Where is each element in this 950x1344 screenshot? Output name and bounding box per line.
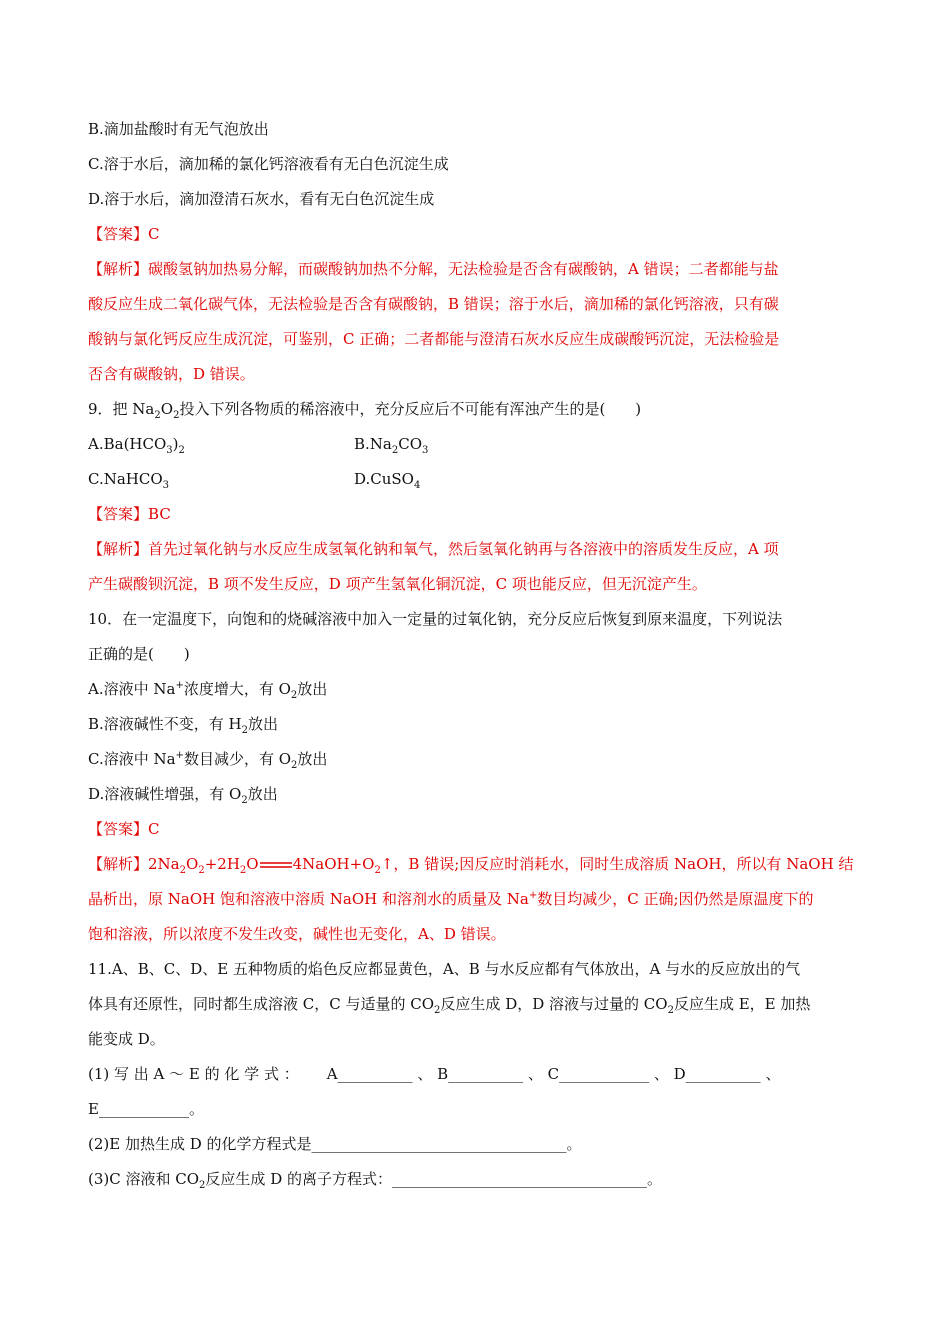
q8-explanation-line: 酸钠与氯化钙反应生成沉淀，可鉴别，C 正确；二者都能与澄清石灰水反应生成碳酸钙沉淀，无法检验是 bbox=[88, 330, 780, 348]
text: 投入下列各物质的稀溶液中，充分反应后不可能有浑浊产生的是( ) bbox=[179, 400, 642, 418]
q11-part-2[interactable]: (2)E 加热生成 D 的化学方程式是__________________________________。 bbox=[88, 1135, 582, 1153]
answer-value: C bbox=[148, 820, 160, 838]
text: A.Ba(HCO bbox=[88, 435, 167, 453]
answer-tag: 【答案】 bbox=[88, 505, 149, 523]
text: CO bbox=[398, 435, 423, 453]
q9-options-row-2 bbox=[88, 462, 864, 497]
subscript: 2 bbox=[154, 410, 161, 421]
q11-part-3[interactable] bbox=[88, 1162, 864, 1197]
q10-option-b bbox=[88, 707, 864, 742]
q10-stem: 10．在一定温度下，向饱和的烧碱溶液中加入一定量的过氧化钠，充分反应后恢复到原来温度，下列说法 bbox=[88, 610, 783, 628]
q9-explanation-line: 产生碳酸钡沉淀，B 项不发生反应，D 项产生氢氧化铜沉淀，C 项也能反应，但无沉淀产生。 bbox=[88, 575, 707, 593]
q9-option-a bbox=[88, 435, 185, 456]
text: D.溶液碱性增强，有 O bbox=[88, 785, 242, 803]
explanation-tag: 【解析】 bbox=[88, 540, 149, 558]
subscript: 3 bbox=[422, 445, 429, 456]
q8-option-d: D.溶于水后，滴加澄清石灰水，看有无白色沉淀生成 bbox=[88, 190, 435, 208]
subscript: 2 bbox=[667, 1005, 674, 1016]
subscript: 2 bbox=[374, 865, 381, 876]
q9-option-b bbox=[354, 427, 428, 462]
text: 体具有还原性，同时都生成溶液 C，C 与适量的 CO bbox=[88, 995, 435, 1013]
subscript: 2 bbox=[434, 1005, 441, 1016]
q10-option-c bbox=[88, 742, 864, 777]
text: 晶析出，原 NaOH 饱和溶液中溶质 NaOH 和溶剂水的质量及 Na bbox=[88, 890, 529, 908]
subscript: 3 bbox=[166, 445, 173, 456]
text: (3)C 溶液和 CO bbox=[88, 1170, 200, 1188]
explanation-text: 首先过氧化钠与水反应生成氢氧化钠和氧气，然后氢氧化钠再与各溶液中的溶质发生反应，A 项 bbox=[148, 540, 779, 558]
part-1-label: (1) 写 出 A ～ E 的 化 学 式 ： bbox=[88, 1065, 299, 1083]
answer-value: BC bbox=[148, 505, 171, 523]
document-page bbox=[88, 112, 864, 1197]
text: 放出 bbox=[297, 750, 328, 768]
text: 浓度增大，有 O bbox=[183, 680, 291, 698]
text: D.CuSO bbox=[354, 470, 414, 488]
explanation-tag: 【解析】 bbox=[88, 855, 149, 873]
q10-option-a bbox=[88, 672, 864, 707]
subscript: 2 bbox=[241, 725, 249, 736]
subscript: 2 bbox=[199, 1180, 206, 1191]
subscript: 2 bbox=[239, 865, 247, 876]
answer-tag: 【答案】 bbox=[88, 225, 149, 243]
subscript: 2 bbox=[391, 445, 399, 456]
q9-options-row-1 bbox=[88, 427, 864, 462]
text: 放出 bbox=[247, 785, 278, 803]
answer-value: C bbox=[148, 225, 160, 243]
text: O bbox=[186, 855, 199, 873]
text: +2H bbox=[204, 855, 240, 873]
subscript: 2 bbox=[291, 760, 298, 771]
subscript: 2 bbox=[290, 690, 298, 701]
text: B.Na bbox=[354, 435, 392, 453]
q9-answer bbox=[88, 497, 864, 532]
text: A.溶液中 Na bbox=[88, 680, 176, 698]
text: 放出 bbox=[248, 715, 279, 733]
text: 9．把 Na bbox=[88, 400, 155, 418]
explanation-tag: 【解析】 bbox=[88, 260, 149, 278]
q10-option-d bbox=[88, 777, 864, 812]
subscript: 2 bbox=[179, 865, 187, 876]
answer-tag: 【答案】 bbox=[88, 820, 149, 838]
part-1-blanks[interactable]: A__________ 、 B__________ 、 C____________ 、 D__________ 、 bbox=[326, 1065, 781, 1083]
text: 放出 bbox=[297, 680, 328, 698]
q9-stem bbox=[88, 392, 864, 427]
text: C.NaHCO bbox=[88, 470, 163, 488]
q8-option-c: C.溶于水后，滴加稀的氯化钙溶液看有无白色沉淀生成 bbox=[88, 155, 449, 173]
subscript: 4 bbox=[413, 480, 421, 491]
text: O bbox=[160, 400, 174, 418]
q8-explanation-line bbox=[88, 252, 864, 287]
superscript: + bbox=[175, 680, 184, 691]
q11-part-1 bbox=[88, 1057, 864, 1092]
q9-option-d bbox=[354, 462, 420, 497]
subscript: 2 bbox=[241, 795, 248, 806]
subscript: 3 bbox=[162, 480, 170, 491]
q11-stem: 能变成 D。 bbox=[88, 1030, 165, 1048]
text: B.溶液碱性不变，有 H bbox=[88, 715, 242, 733]
superscript: + bbox=[528, 890, 538, 901]
q8-option-b: B.滴加盐酸时有无气泡放出 bbox=[88, 120, 269, 138]
text: 反应生成 D 的离子方程式：__________________________________。 bbox=[205, 1170, 662, 1188]
superscript: + bbox=[175, 750, 184, 761]
q9-option-c bbox=[88, 470, 170, 491]
text: 数目均减少，C 正确;因仍然是原温度下的 bbox=[537, 890, 814, 908]
text: ↑，B 错误;因反应时消耗水，同时生成溶质 NaOH，所以有 NaOH 结 bbox=[380, 855, 854, 873]
text: 4NaOH+O bbox=[292, 855, 375, 873]
reaction-double-line-icon bbox=[260, 860, 292, 870]
q8-answer bbox=[88, 217, 864, 252]
q10-explanation-line bbox=[88, 882, 864, 917]
q11-part-1-e[interactable]: E____________。 bbox=[88, 1100, 204, 1118]
text: 反应生成 D，D 溶液与过量的 CO bbox=[440, 995, 668, 1013]
q8-explanation-line: 否含有碳酸钠，D 错误。 bbox=[88, 365, 255, 383]
text: 数目减少，有 O bbox=[183, 750, 292, 768]
q10-stem: 正确的是( ) bbox=[88, 645, 190, 663]
subscript: 2 bbox=[178, 445, 185, 456]
q10-explanation-line bbox=[88, 847, 864, 882]
text: 2Na bbox=[148, 855, 180, 873]
text: O bbox=[246, 855, 259, 873]
text: ) bbox=[172, 435, 179, 453]
q9-explanation-line bbox=[88, 532, 864, 567]
subscript: 2 bbox=[173, 410, 180, 421]
text: C.溶液中 Na bbox=[88, 750, 176, 768]
subscript: 2 bbox=[198, 865, 205, 876]
q11-stem: 11.A、B、C、D、E 五种物质的焰色反应都显黄色，A、B 与水反应都有气体放出，A 与水的反应放出的气 bbox=[88, 960, 801, 978]
q11-stem bbox=[88, 987, 864, 1022]
q8-explanation-line: 酸反应生成二氧化碳气体，无法检验是否含有碳酸钠，B 错误；溶于水后，滴加稀的氯化钙溶液，只有碳 bbox=[88, 295, 779, 313]
q10-answer bbox=[88, 812, 864, 847]
q10-explanation-line: 饱和溶液，所以浓度不发生改变，碱性也无变化，A、D 错误。 bbox=[88, 925, 506, 943]
text: 反应生成 E，E 加热 bbox=[673, 995, 811, 1013]
explanation-text: 碳酸氢钠加热易分解，而碳酸钠加热不分解，无法检验是否含有碳酸钠，A 错误；二者都能与盐 bbox=[148, 260, 779, 278]
